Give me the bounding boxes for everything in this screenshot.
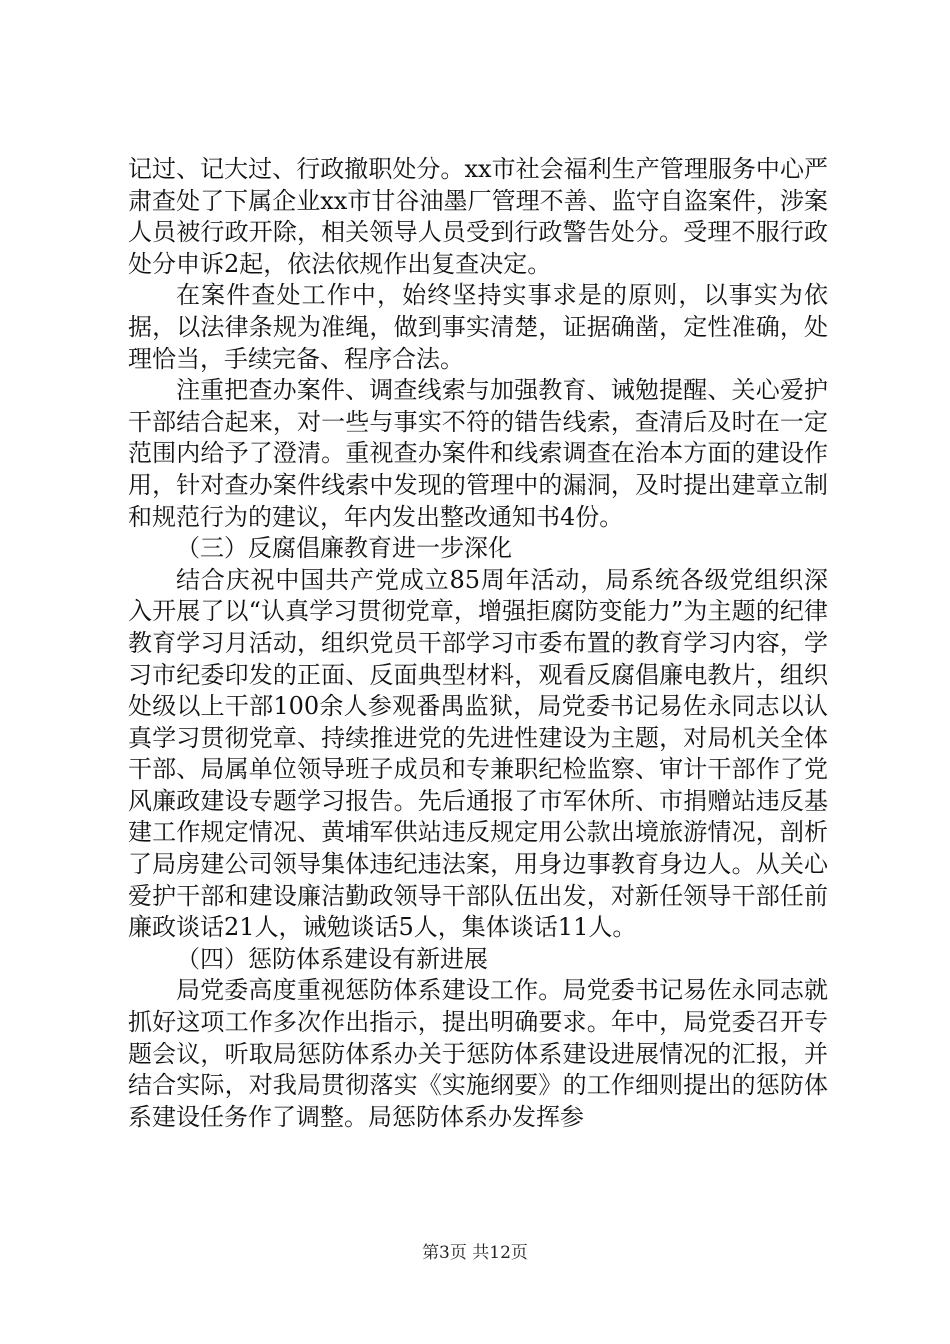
section-heading-prevention: （四）惩防体系建设有新进展: [176, 944, 488, 973]
paragraph-prevention-system: 局党委高度重视惩防体系建设工作。局党委书记易佐永同志就抓好这项工作多次作出指示，提出明确要求。年中，局党委召开专题会议，听取局惩防体系办关于惩防体系建设进展情况的汇报，并结合实际，对我局贯彻落实《实施纲要》的工作细则提出的惩防体系建设任务作了调整。局惩防体系办发挥参: [128, 976, 828, 1131]
page-number-footer: 第3页 共12页: [422, 1243, 528, 1263]
paragraph-education-activities: 结合庆祝中国共产党成立85周年活动，局系统各级党组织深入开展了以“认真学习贯彻党章，增强拒腐防变能力”为主题的纪律教育学习月活动，组织党员干部学习市委布置的教育学习内容，学习市纪委印发的正面、反面典型材料，观看反腐倡廉电教片，组织处级以上干部100余人参观番禺监狱，局党委书记易佐永同志以认真学习贯彻党章、持续推进党的先进性建设为主题，对局机关全体干部、局属单位领导班子成员和专兼职纪检监察、审计干部作了党风廉政建设专题学习报告。先后通报了市军休所、市捐赠站违反基建工作规定情况、黄埔军供站违反规定用公款出境旅游情况，剖析了局房建公司领导集体违纪违法案，用身边事教育身边人。从关心爱护干部和建设廉洁勤政领导干部队伍出发，对新任领导干部任前廉政谈话21人，诫勉谈话5人，集体谈话11人。: [128, 565, 828, 942]
paragraph-case-principles: 在案件查处工作中，始终坚持实事求是的原则，以事实为依据，以法律条规为准绳，做到事实清楚，证据确凿，定性准确，处理恰当，手续完备、程序合法。: [128, 281, 828, 373]
paragraph-case-education: 注重把查办案件、调查线索与加强教育、诫勉提醒、关心爱护干部结合起来，对一些与事实不符的错告线索，查清后及时在一定范围内给予了澄清。重视查办案件和线索调查在治本方面的建设作用，针对查办案件线索中发现的管理中的漏洞，及时提出建章立制和规范行为的建议，年内发出整改通知书4份。: [128, 376, 828, 531]
section-heading-education: （三）反腐倡廉教育进一步深化: [176, 534, 512, 563]
paragraph-continuation: 记过、记大过、行政撤职处分。xx市社会福利生产管理服务中心严肃查处了下属企业xx市甘谷油墨厂管理不善、监守自盗案件，涉案人员被行政开除，相关领导人员受到行政警告处分。受理不服行政处分申诉2起，依法依规作出复查决定。: [128, 155, 828, 278]
document-body: [128, 154, 828, 1133]
